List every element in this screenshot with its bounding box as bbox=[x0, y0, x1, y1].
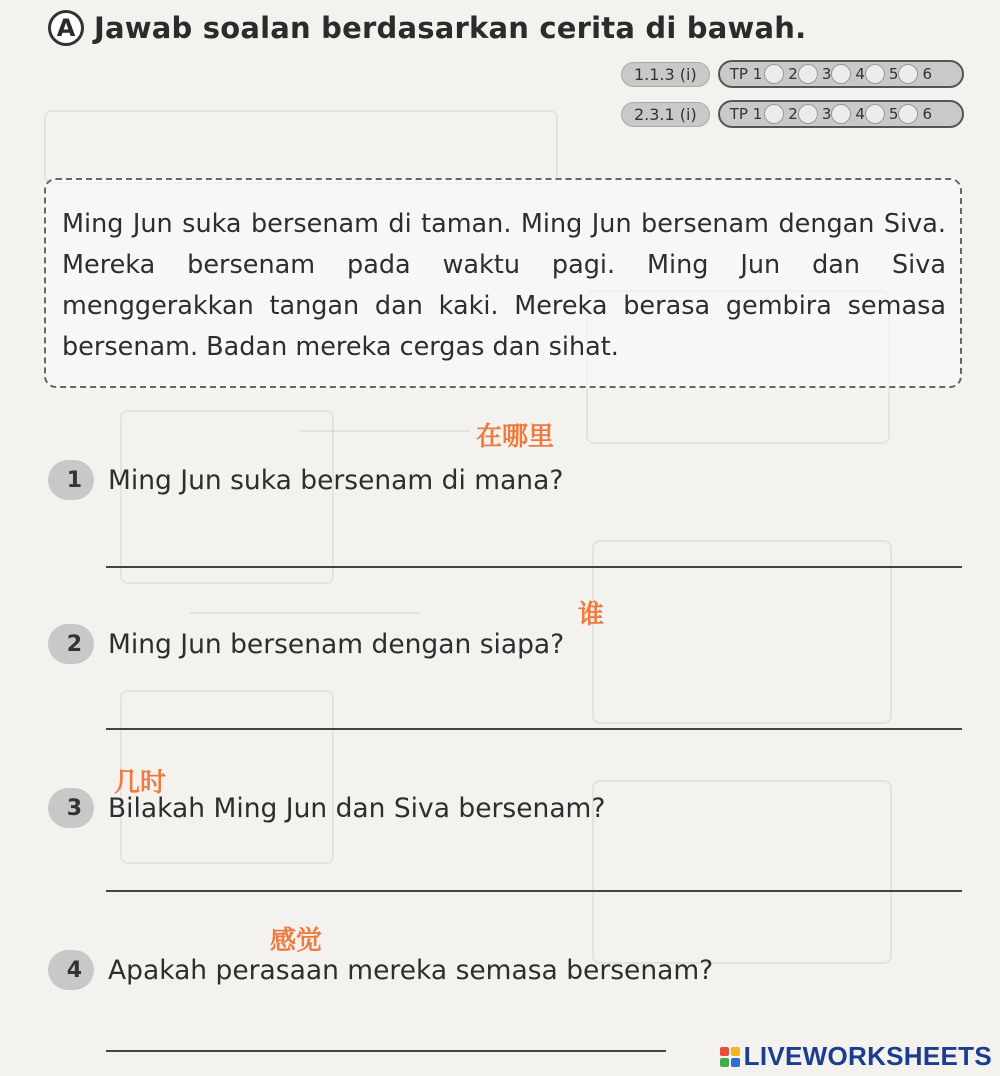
story-text: Ming Jun suka bersenam di taman. Ming Jun bersenam dengan Siva. Mereka bersenam pada waktu pagi. Ming Jun dan Siva menggerakkan tangan dan kaki. Mereka berasa gembira semasa bersenam. Badan mereka cergas dan sihat. bbox=[62, 209, 946, 362]
page-title: Jawab soalan berdasarkan cerita di bawah. bbox=[94, 11, 807, 45]
hint-label: 谁 bbox=[578, 600, 605, 630]
question-text: Ming Jun bersenam dengan siapa? bbox=[108, 628, 565, 660]
question-number: 2 bbox=[48, 624, 94, 664]
answer-line[interactable] bbox=[106, 566, 962, 568]
tp-scale bbox=[718, 100, 964, 128]
tp-level: 6 bbox=[922, 105, 932, 123]
tp-level: 2 bbox=[778, 102, 812, 126]
tp-level: 5 bbox=[879, 62, 913, 86]
tp-level: 3 bbox=[812, 62, 846, 86]
bleed-through-line bbox=[300, 430, 470, 432]
hint-label: 几时 bbox=[114, 768, 167, 798]
tp-scale bbox=[718, 60, 964, 88]
hint-label: 在哪里 bbox=[476, 422, 555, 452]
question-item bbox=[48, 950, 713, 990]
tp-level: 5 bbox=[879, 102, 913, 126]
hint-label: 感觉 bbox=[270, 926, 323, 956]
question-number: 4 bbox=[48, 950, 94, 990]
tp-row bbox=[621, 60, 964, 88]
watermark-text: LIVEWORKSHEETS bbox=[743, 1041, 992, 1071]
liveworksheets-logo-icon bbox=[720, 1047, 740, 1067]
question-text: Ming Jun suka bersenam di mana? bbox=[108, 464, 564, 496]
section-letter: A bbox=[48, 10, 84, 46]
question-item bbox=[48, 624, 564, 664]
answer-line[interactable] bbox=[106, 890, 962, 892]
question-item bbox=[48, 460, 563, 500]
bleed-through-box bbox=[44, 110, 558, 184]
tp-label: TP 1 bbox=[720, 62, 779, 86]
bleed-through-line bbox=[190, 612, 420, 614]
answer-line[interactable] bbox=[106, 1050, 666, 1052]
tp-row bbox=[621, 100, 964, 128]
question-number: 1 bbox=[48, 460, 94, 500]
question-text: Apakah perasaan mereka semasa bersenam? bbox=[108, 954, 714, 986]
standard-code: 2.3.1 (i) bbox=[621, 102, 710, 127]
tp-level: 2 bbox=[778, 62, 812, 86]
question-number: 3 bbox=[48, 788, 94, 828]
tp-level: 4 bbox=[845, 62, 879, 86]
question-item bbox=[48, 788, 605, 828]
tp-level: 3 bbox=[812, 102, 846, 126]
question-text: Bilakah Ming Jun dan Siva bersenam? bbox=[108, 792, 606, 824]
tp-level: 4 bbox=[845, 102, 879, 126]
answer-line[interactable] bbox=[106, 728, 962, 730]
story-box bbox=[44, 178, 962, 388]
bleed-through-box bbox=[592, 780, 892, 964]
tp-level: 6 bbox=[922, 65, 932, 83]
section-header bbox=[48, 10, 806, 46]
watermark bbox=[720, 1041, 992, 1072]
tp-label: TP 1 bbox=[720, 102, 779, 126]
standard-code: 1.1.3 (i) bbox=[621, 62, 710, 87]
